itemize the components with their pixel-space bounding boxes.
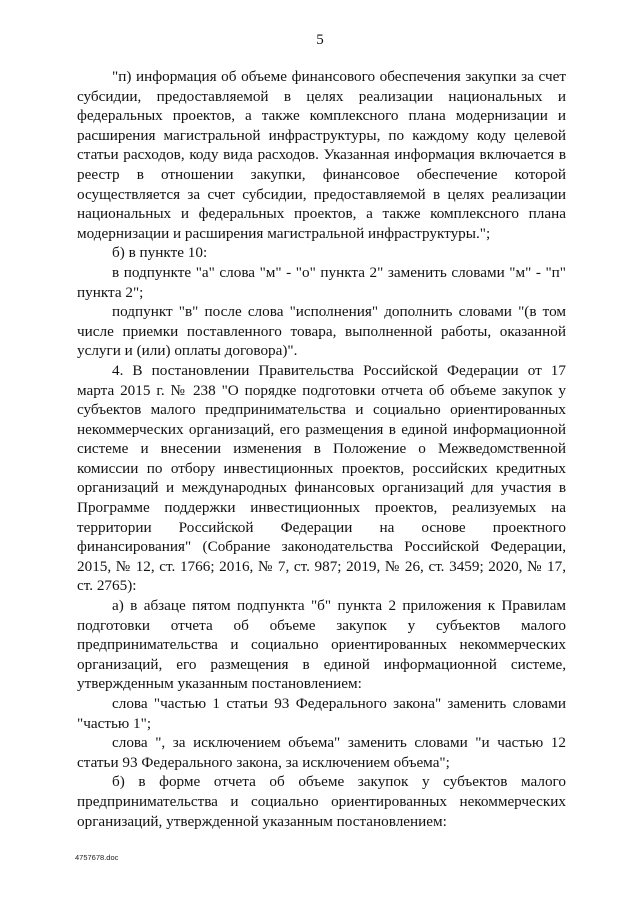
footer-document-code: 4757678.doc [75,853,119,862]
paragraph-clause-4-a: а) в абзаце пятом подпункта "б" пункта 2 приложения к Правилам подготовки отчета об объеме закупок у субъектов малого предпринимательства и социально ориентированных некоммерческих организаций, его размещения в единой информационной системе, утвержденным указанным постановлением: [77,597,566,693]
paragraph-subpoint-v: подпункт "в" после слова "исполнения" дополнить словами "(в том числе приемки поставленного товара, выполненной работы, оказанной услуги и (или) оплаты договора)". [77,303,566,360]
paragraph-words-part-1: слова "частью 1 статьи 93 Федерального закона" заменить словами "частью 1"; [77,695,566,732]
paragraph-words-except-volume: слова ", за исключением объема" заменить словами "и частью 12 статьи 93 Федерального закона, за исключением объема"; [77,734,566,771]
paragraph-clause-4: 4. В постановлении Правительства Российской Федерации от 17 марта 2015 г. № 238 "О порядке подготовки отчета об объеме закупок у субъектов малого предпринимательства и социально ориентированных некоммерческих организаций, его размещения в единой информационной системе и внесении изменения в Положение о Межведомственной комиссии по отбору инвестиционных проектов, российских кредитных организаций и международных финансовых организаций для участия в Программе поддержки инвестиционных проектов, реализуемых на территории Российской Федерации на основе проектного финансирования" (Собрание законодательства Российской Федерации, 2015, № 12, ст. 1766; 2016, № 7, ст. 987; 2019, № 26, ст. 3459; 2020, № 17, ст. 2765): [77,361,566,595]
document-body [77,67,566,831]
paragraph-clause-4-b: б) в форме отчета об объеме закупок у субъектов малого предпринимательства и социально ориентированных некоммерческих организаций, утвержденной указанным постановлением: [77,773,566,830]
page-number: 5 [316,32,324,48]
paragraph-subitem-p: "п) информация об объеме финансового обеспечения закупки за счет субсидии, предоставляемой в целях реализации национальных и федеральных проектов, а также комплексного плана модернизации и расширения магистральной инфраструктуры, по каждому коду целевой статьи расходов, коду вида расходов. Указанная информация включается в реестр в отношении закупки, финансовое обеспечение которой осуществляется за счет субсидии, предоставляемой в целях реализации национальных и федеральных проектов, а также комплексного плана модернизации и расширения магистральной инфраструктуры."; [77,68,566,242]
paragraph-subpoint-a: в подпункте "а" слова "м" - "о" пункта 2" заменить словами "м" - "п" пункта 2"; [77,263,566,301]
paragraph-item-b-point-10: б) в пункте 10: [112,244,208,262]
